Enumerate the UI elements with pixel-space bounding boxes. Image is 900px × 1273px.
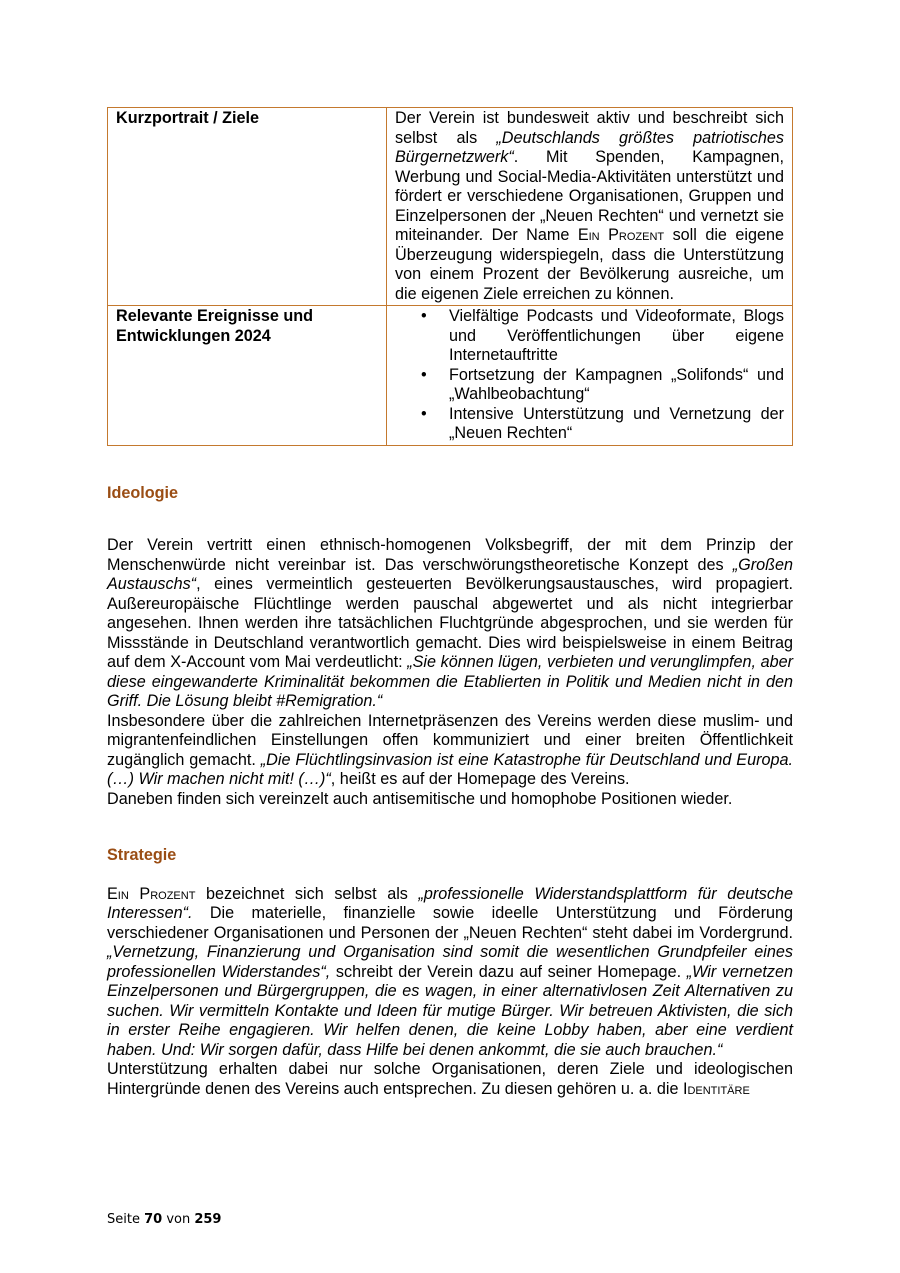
quote-span: „Deutschlands größtes patriotisches Bürgernetzwerk“	[395, 128, 784, 166]
label-text: Relevante Ereignisse und	[116, 307, 314, 325]
quote-span: „professionelle Widerstandsplattform für deutsche Interessen“.	[107, 884, 793, 922]
label-text: Kurzportrait / Ziele	[116, 109, 260, 127]
text-span: Die materielle, finanzielle sowie ideelle Unterstützung und Förderung verschiedener Organisationen und Personen der „Neuen Rechten“ steht dabei im Vordergrund.	[107, 904, 793, 942]
text-span: soll die eigene Überzeugung widerspiegeln, dass die Unterstützung von einem Prozent der Bevölkerung ausreiche, um die eigenen Ziele erreichen zu können.	[395, 226, 784, 303]
org-name: Ein Prozent	[577, 226, 665, 244]
paragraph-strategie-1	[107, 885, 793, 1061]
row-text-kurzportrait	[387, 108, 793, 306]
quote-span: „Sie können lügen, verbieten und verunglimpfen, aber diese eingewanderte Kriminalität bekommen die Etablierten in Politik und Medien nicht in den Griff. Die Lösung bleibt #Remigration.“	[107, 653, 793, 710]
paragraph-ideologie-2	[107, 712, 793, 790]
table-row	[108, 108, 793, 306]
events-list	[395, 307, 784, 444]
text-span: , eines vermeintlich gesteuerten Bevölkerungsaustausches, wird propagiert. Außereuropäische Flüchtlinge werden pauschal abgewertet und als nicht integrierbar angesehen. Ihnen werden ihre tatsächlichen Fluchtgründe abgesprochen, und sie werden für Missstände in Deutschland verantwortlich gemacht. Dies wird beispielsweise in einem Beitrag auf dem X-Account vom Mai verdeutlicht:	[107, 575, 793, 671]
page-footer	[107, 1212, 221, 1227]
quote-span: „Die Flüchtlingsinvasion ist eine Katastrophe für Deutschland und Europa. (…) Wir machen nicht mit! (…)“	[107, 750, 793, 788]
text-span: bezeichnet sich selbst als	[195, 884, 419, 903]
label-text: Entwicklungen 2024	[116, 326, 271, 345]
quote-span: „Wir vernetzen Einzelpersonen und Bürgergruppen, die es wagen, in einer alternativlosen Zeit Alternativen zu suchen. Wir vermitteln Kontakte und Ideen für mutige Bürger. Wir betreuen Aktivisten, die sich in erster Reihe engagieren. Wir helfen denen, die keine Lobby haben, aber eine verdient haben. Und: Wir sorgen dafür, dass Hilfe bei denen ankommt, die sie auch brauchen.“	[107, 962, 793, 1059]
row-label-ereignisse	[108, 306, 387, 446]
quote-span: „Vernetzung, Finanzierung und Organisation sind somit die wesentlichen Grundpfeiler eines professionellen Widerstandes“,	[107, 943, 793, 981]
org-name: Identitäre	[682, 1079, 750, 1098]
page-content	[107, 107, 793, 1099]
row-list-ereignisse	[387, 306, 793, 446]
list-item: • Vielfältige Podcasts und Videoformate, Blogs und Veröffentlichungen über eigene Internetauftritte	[449, 307, 784, 366]
text-span: Der Verein vertritt einen ethnisch-homogenen Volksbegriff, der mit dem Prinzip der Menschenwürde nicht vereinbar ist. Das verschwörungstheoretische Konzept des	[107, 536, 793, 574]
table-row	[108, 306, 793, 446]
text-span: schreibt der Verein dazu auf seiner Homepage.	[330, 962, 687, 981]
text-span: Insbesondere über die zahlreichen Internetpräsenzen des Vereins werden diese muslim- und migrantenfeindlichen Einstellungen offen kommuniziert und einer breiten Öffentlichkeit zugänglich gemacht.	[107, 711, 793, 769]
list-item: • Intensive Unterstützung und Vernetzung der „Neuen Rechten“	[449, 405, 784, 444]
list-item: • Fortsetzung der Kampagnen „Solifonds“ und „Wahlbeobachtung“	[449, 366, 784, 405]
org-name: Ein Prozent	[107, 884, 196, 903]
info-table	[107, 107, 793, 446]
heading-ideologie: Ideologie	[107, 483, 179, 502]
paragraph-ideologie-3: Daneben finden sich vereinzelt auch antisemitische und homophobe Positionen wieder.	[107, 789, 733, 808]
text-span: Unterstützung erhalten dabei nur solche Organisationen, deren Ziele und ideologischen Hintergründe denen des Vereins auch entsprechen. Zu diesen gehören u. a. die	[107, 1060, 793, 1098]
heading-strategie: Strategie	[107, 846, 177, 864]
footer-text: von	[162, 1212, 195, 1227]
footer-text: Seite	[107, 1212, 145, 1227]
paragraph-strategie-2	[107, 1060, 793, 1099]
paragraph-ideologie-1	[107, 536, 793, 712]
row-label-kurzportrait	[108, 108, 387, 306]
page-total: 259	[194, 1212, 222, 1227]
text-span: Der Verein ist bundesweit aktiv und beschreibt sich selbst als	[395, 109, 784, 147]
text-span: . Mit Spenden, Kampagnen, Werbung und Social-Media-Aktivitäten unterstützt und fördert er verschiedene Organisationen, Gruppen und Einzelpersonen der „Neuen Rechten“ und vernetzt sie miteinander. Der Name	[395, 148, 784, 244]
text-span: , heißt es auf der Homepage des Vereins.	[330, 770, 630, 788]
quote-span: „Großen Austauschs“	[107, 555, 793, 593]
page-number: 70	[144, 1212, 163, 1227]
